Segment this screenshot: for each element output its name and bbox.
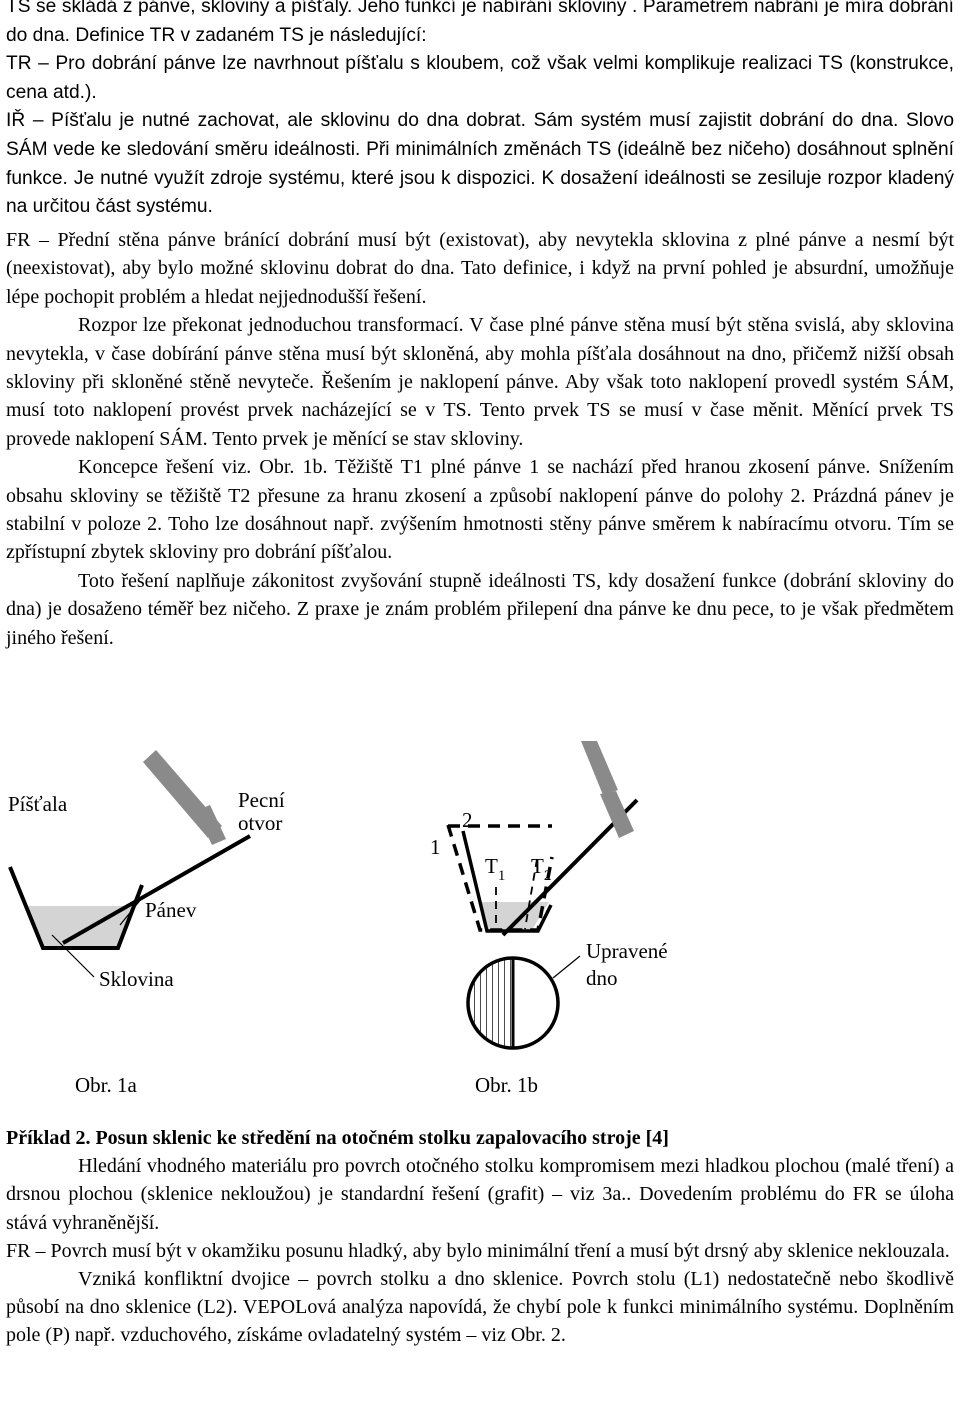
main-text-block (6, 226, 954, 652)
oven-wall-upper-1b (581, 741, 618, 795)
tr-paragraph: TR – Pro dobrání pánve lze navrhnout píšťalu s kloubem, což však velmi komplikuje realizaci TS (konstrukce, cena atd.). (6, 53, 954, 103)
label-otvor: otvor (238, 811, 283, 835)
label-t2: $T_2$ (531, 854, 552, 884)
rozpor-paragraph: Rozpor lze překonat jednoduchou transformací. V čase plné pánve stěna musí být stěna svislá, aby sklovina nevytekla, v čase dobírání pánve stěna musí být skloněná, aby mohla píšťala dosáhnout na dno, přičemž nižší obsah skloviny při skloněné stěně nevyteče. Řešením je naklopení pánve. Aby však toto naklopení provedl systém SÁM, musí toto naklopení provést prvek nacházející se v TS. Tento prvek TS se musí v čase měnit. Měnící prvek TS provede naklopení SÁM. Tento prvek je měnící se stav skloviny. (6, 314, 954, 450)
intro-paragraph: TS se skládá z pánve, skloviny a píšťaly. Jeho funkcí je nabírání skloviny . Parametrem nabrání je míra dobrání do dna. Definice TR v zadaném TS je následující: (6, 0, 954, 46)
label-upravene: Upravené (586, 939, 668, 963)
label-pistala: Píšťala (8, 792, 68, 816)
example-paragraph-1: Hledání vhodného materiálu pro povrch otočného stolku kompromisem mezi hladkou plochou (malé tření) a drsnou plochou (sklenice nekloužou) je standardní řešení (grafit) – viz 3a.. Dovedením problému do FR se úloha stává vyhraněnější. (6, 1155, 954, 1234)
figure-1a (8, 750, 285, 1097)
koncepce-paragraph: Koncepce řešení viz. Obr. 1b. Těžiště T1 plné pánve 1 se nachází před hranou zkosení pánve. Snížením obsahu skloviny se těžiště T2 přesune za hranu zkosení a způsobí naklopení pánve do polohy 2. Prázdná pánev je stabilní v poloze 2. Toho lze dosáhnout např. zvýšením hmotnosti stěny pánve směrem k nabíracímu otvoru. Tím se zpřístupní zbytek skloviny pro dobrání píšťalou. (6, 456, 954, 564)
example-fr-paragraph: FR – Povrch musí být v okamžiku posunu hladký, aby bylo minimální tření a musí být drsný aby sklenice neklouzala. (6, 1239, 950, 1262)
label-t1: $T_1$ (485, 854, 506, 884)
figure-obr-1 (0, 735, 960, 1115)
example-heading: Příklad 2. Posun sklenic ke středění na otočném stolku zapalovacího stroje [4] (6, 1127, 669, 1149)
label-sklovina: Sklovina (99, 967, 174, 991)
example-paragraph-2: Vzniká konfliktní dvojice – povrch stolku a dno sklenice. Povrch stolu (L1) nedostatečně nebo škodlivě působí na dno sklenice (L2). VEPOLová analýza napovídá, že chybí pole k funkci minimálního systému. Doplněním pole (P) např. vzduchového, získáme ovladatelný systém – viz Obr. 2. (6, 1268, 954, 1347)
upravene-dno-detail (468, 958, 558, 1048)
upravene-leader (553, 956, 580, 978)
ir-paragraph: IŘ – Píšťalu je nutné zachovat, ale sklovinu do dna dobrat. Sám systém musí zajistit dobrání do dna. Slovo SÁM vede ke sledování směru ideálnosti. Při minimálních změnách TS (ideálně bez ničeho) dosáhnout splnění funkce. Je nutné využít zdroje systému, které jsou k dispozici. K dosažení ideálnosti se zesiluje rozpor kladený na určitou část systému. (6, 110, 954, 218)
example-text-block (6, 1124, 954, 1350)
label-2: 2 (462, 808, 473, 832)
toto-paragraph: Toto řešení naplňuje zákonitost zvyšování stupně ideálnosti TS, kdy dosažení funkce (dobrání skloviny do dna) je dosaženo téměř bez ničeho. Z praxe je znám problém přilepení dna pánve ke dnu pece, to je však předmětem jiného řešení. (6, 569, 954, 649)
label-dno: dno (586, 966, 618, 990)
fr-paragraph: FR – Přední stěna pánve bránící dobrání musí být (existovat), aby nevytekla sklovina z plné pánve a nesmí být (neexistovat), aby bylo možné sklovinu dobrat do dna. Tato definice, i když na první pohled je absurdní, umožňuje lépe pochopit problém a hledat nejjednodušší řešení. (6, 229, 954, 308)
top-text-block (6, 0, 954, 222)
label-1: 1 (430, 835, 441, 859)
figure-1b (430, 741, 668, 1097)
caption-obr-1b: Obr. 1b (475, 1073, 538, 1097)
caption-obr-1a: Obr. 1a (75, 1073, 137, 1097)
label-pecni: Pecní (238, 788, 285, 812)
label-panev: Pánev (145, 898, 197, 922)
pistala-line (63, 836, 250, 943)
